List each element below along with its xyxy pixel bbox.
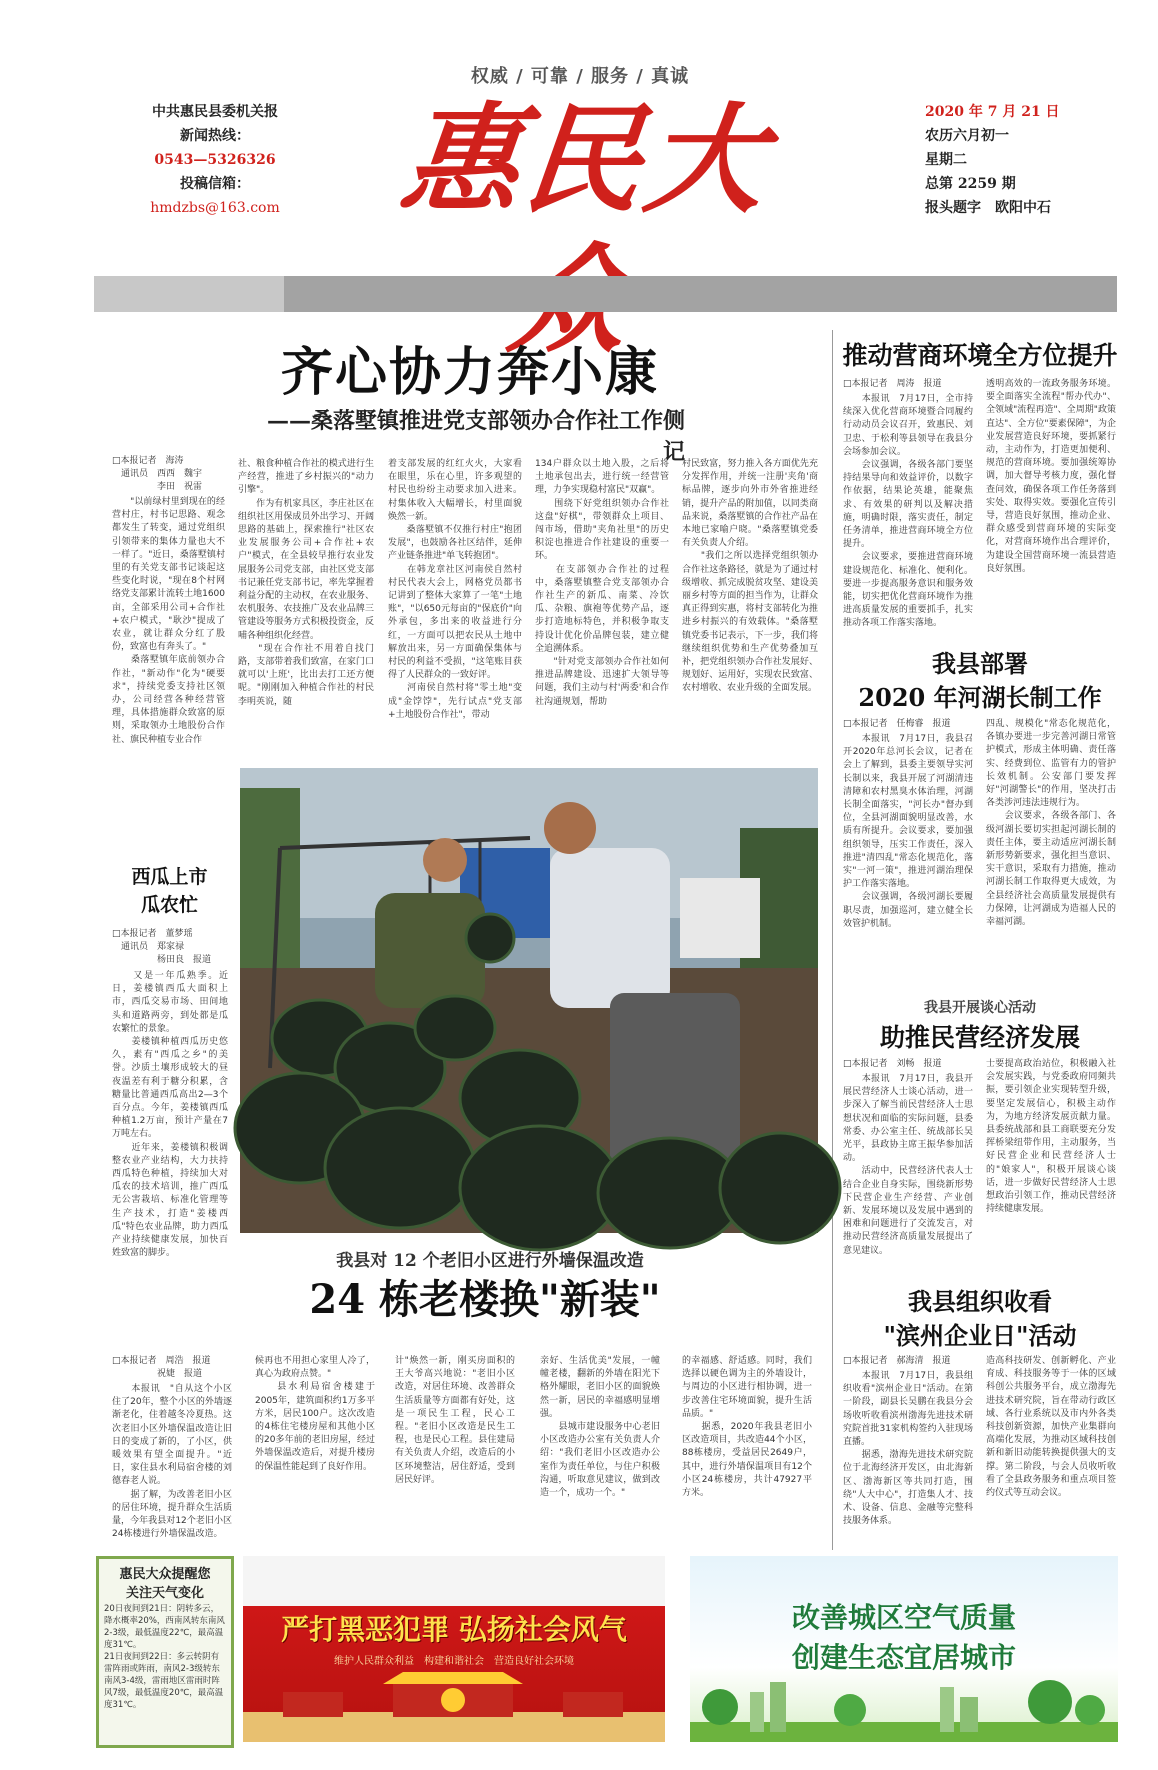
paper-title: 惠民大众 [394,90,776,229]
private-kicker: 我县开展谈心活动 [924,1000,1036,1016]
private-col-1: 本报讯 7月17日，我县开展民营经济人士谈心活动，进一步深入了解当前民营经济人士思想状况和面临的实际问题，县委常委、办公室主任、统战部长吴光平，县政协主席王振华参加活动。 活动中，民营经济代表人士结合企业自身实际，围绕新形势下民营企业生产经营、产业创新、发展环境以及发展中遇到的困难和问题进行了交流发言，对推动民营经济高质量发展提出了意见建议。 [843,1074,973,1256]
watermelon-body: 又是一年瓜熟季。近日，姜楼镇西瓜大面积上市，西瓜交易市场、田间地头和道路两旁，到处都是瓜农繁忙的景象。 姜楼镇种植西瓜历史悠久，素有"西瓜之乡"的美誉。沙质土壤形成较大的昼夜温差有利于糖分积累，含糖量比普通西瓜高出2—3个百分点。今年，姜楼镇西瓜种植1.2万亩，预计产量在7万吨左右。 近年来，姜楼镇积极调整农业产业结构，大力扶持西瓜特色种植，持续加大对瓜农的技术培训，推广西瓜无公害栽培、标准化管理等生产技术，打造"姜楼西瓜"特色农业品牌，助力西瓜产业持续健康发展，加快百姓致富的脚步。 [112,971,228,1259]
business-title: 推动营商环境全方位提升 [842,341,1118,370]
private-title: 助推民营经济发展 [879,1023,1080,1052]
oldbuild-col-2: 候再也不用担心家里人冷了，真心为政府点赞。" 县水利局宿舍楼建于2005年，建筑面积约1万多平方米，居民100户。这次改造的4栋住宅楼房屋和其他小区的20多年前的老旧房屋，经过外墙保温改造后，对提升楼房的保温性能起到了良好作用。 [255,1356,375,1472]
lead-col-1: "以前绿村里到现在的经营村庄，村书记思路、观念都发生了转变，通过党组织引领带来的集体力量也大不一样了。"近日，桑落墅镇村里的有关党支部书记谈起这些变化时说，"现在8个村网络党支部累计流转土地1600亩，全部采用公司+合作社+农户模式，"耿沙"提成了农业，就让群众分红了股份，致富也有奔头了。" 桑落墅镇年底前领办合作社，"新动作"化为"硬要求"，持续党委支持社区领办，公司经营各种经营管理，具体措施群众致富的原则，采取领办土地股份合作社、旗民种植专业合作 [112,497,225,745]
air-ad [690,1556,1118,1742]
oldbuild-kicker: 我县对 12 个老旧小区进行外墙保温改造 [336,1251,644,1271]
private-byline: □本报记者 刘畅 报道 [843,1059,942,1069]
expo-col-2: 造高科技研发、创新孵化、产业育成、科技服务等于一体的区域科创公共服务平台，成立渤海先进技术研究院，旨在带动行政区域、各行业系统以及市内外各类科技创新资源，加快产业集群向高端化发展，为推动区域科技创新和新旧动能转换提供强大的支撑。第二阶段，与会人员收听收看了全县政务服务和重点项目签约仪式等互动会议。 [986,1356,1116,1499]
weather-text: 20日夜间到21日：阴转多云，降水概率20%，西南风转东南风2-3级，最低温度22℃，最高温度31℃。 21日夜间到22日：多云转阴有雷阵雨或阵雨，南风2-3级转东南风3-4级，雷雨地区雷雨时阵风7级，最低温度20℃，最高温度31℃。 [104,1604,225,1710]
masthead-left [130,100,300,220]
river-col-1: 本报讯 7月17日，我县召开2020年总河长会议，记者在会上了解到，县委主要领导实河长制以来，我县开展了河湖清违清障和农村黑臭水体治理，河湖长制全面落实，"河长办"督办到位，全县河湖面貌明显改善，水质有所提升。会议要求，要加强组织领导，压实工作责任，深入推进"清四乱"常态化规范化，落实"一河一策"，推进河湖治理保护工作落实落地。 会议强调，各级河湖长要履职尽责，加强巡河，建立健全长效管护机制。 [843,734,973,929]
expo-byline: □本报记者 郝海清 报道 [843,1356,951,1366]
expo-title-1: 我县组织收看 [908,1287,1052,1316]
oldbuild-byline: □本报记者 周浩 报道 祝婕 报道 [112,1356,211,1379]
watermelon-title-1: 西瓜上市 [131,866,208,888]
weekday: 星期二 [925,152,967,168]
oldbuild-col-3: 计"焕然一新，刚买房面积的王大爷高兴地说："老旧小区改造，对居住环境、改善群众生活质量等方面都有好处，这是一项民生工程，民心工程。"老旧小区改造是民生工程，也是民心工程。县住建局有关负责人介绍，改造后的小区环境整洁，居住舒适，受到居民好评。 [395,1356,515,1485]
business-col-1: 本报讯 7月17日，全市持续深入优化营商环境暨合同履约行动动员会议召开，致惠民、刘卫忠、于松利等县领导在我县分会场参加会议。 会议强调，各级各部门要坚持结果导向和效益评价，以数字作依据，结果论英雄，能聚焦求、有效果的研判以及解决措施，明确时限，落实责任，制定任务清单，推进营商环境全方位提升。 会议要求，要推进营商环境建设规范化、标准化、便利化。要进一步提高服务意识和服务效能，切实把优化营商环境作为推进高质量发展的重要抓手，扎实推动各项工作落实落地。 [843,394,973,629]
lead-col-5: 村民致富，努力推入各方面优先充分发挥作用，并统一注册'夹角'商标品牌，逐步向外市外省推进经销，提升产品的附加值，以同类商品来说，桑落墅镇的合作社产品在本地已家喻户晓。"桑落墅镇党委有关负责人介绍。 "我们之所以选择党组织领办合作社这条路径，就是为了通过村级增收、抓完成脱贫攻坚、建设美丽乡村等方面的担当作为，让群众真正得到实惠，将村支部转化为推进乡村振兴的有效载体。"桑落墅镇党委书记表示，下一步，我们将继续组织优势和生产优势叠加互补，把党组织领办合作社发展好、规划好、运用好，实现农民致富、农村增收、农业升级的全面发展。 [682,459,818,694]
lead-title: 齐心协力奔小康 [280,342,659,403]
crime-ad-title: 严打黑恶犯罪 弘扬社会风气 [281,1613,627,1646]
oldbuild-title: 24 栋老楼换"新装" [309,1276,661,1323]
expo-title-2: "滨州企业日"活动 [883,1321,1077,1350]
oldbuild-col-1: 本报讯 "自从这个小区住了20年，整个小区的外墙逐渐老化，住着越冬冷夏热。这次老旧小区外墙保温改造让旧日的变成了新的，了小区，供暖效果有望全面提升。"近日，家住县水利局宿舍楼的刘德春老人说。 据了解，为改善老旧小区的居住环境，提升群众生活质量，今年我县对12个老旧小区24栋楼进行外墙保温改造。 [112,1384,232,1540]
business-byline: □本报记者 周涛 报道 [843,379,942,389]
email-address: hmdzbs@163.com [150,200,280,216]
air-ad-line-1: 改善城区空气质量 [791,1601,1016,1634]
watermelon-title-2: 瓜农忙 [140,894,198,916]
crime-ad-sub: 维护人民群众利益 构建和谐社会 营造良好社会环境 [334,1656,574,1667]
river-title-1: 我县部署 [932,649,1028,678]
crime-ad-banner [243,1556,665,1606]
crime-ad [243,1556,665,1742]
header-band-accent [94,276,284,312]
calligraphy-credit: 报头题字 欧阳中石 [925,200,1051,216]
weather-title-2: 关注天气变化 [125,1586,204,1601]
river-byline: □本报记者 任梅睿 报道 [843,719,951,729]
expo-col-1: 本报讯 7月17日，我县组织收看"滨州企业日"活动。在第一阶段，副县长吴鹏在我县分会场收听收看滨州渤海先进技术研究院首批31家机构签约入驻现场直播。 据悉，渤海先进技术研究院位于北海经济开发区，由北海新区、渤海新区等共同打造，围绕"人大中心"，打造集人才、技术、设备、信息、金融等完整科技服务体系。 [843,1371,973,1527]
air-ad-line-2: 创建生态宜居城市 [791,1641,1016,1674]
lunar-date: 农历六月初一 [925,128,1009,144]
hotline-number: 0543—5326326 [154,152,276,168]
watermelon-byline: □本报记者 董梦瑶 通讯员 郑家禄 杨田良 报道 [112,929,212,965]
oldbuild-col-4: 亲好、生活优美"发展，一幢幢老楼，翻新的外墙在阳光下格外耀眼，老旧小区的面貌焕然一新，居民的幸福感明显增强。 县城市建设服务中心老旧小区改造办公室有关负责人介绍："我们老旧小区改造办公室作为责任单位，与住户积极沟通，听取意见建议，做到改造一个，成功一个。" [540,1356,660,1499]
issue-date: 2020 年 7 月 21 日 [925,104,1060,120]
vertical-divider [832,330,833,1550]
motto: 权威 / 可靠 / 服务 / 真诚 [470,66,690,87]
lead-byline: □本报记者 海涛 通讯员 西西 魏宇 李田 祝雷 [112,456,203,492]
email-label: 投稿信箱： [180,176,250,192]
masthead-right [925,100,1065,220]
issue-number: 总第 2259 期 [925,176,1016,192]
watermelon-photo [240,768,818,1233]
weather-box [96,1556,234,1748]
river-title-2: 2020 年河湖长制工作 [858,683,1102,712]
lead-subtitle: ——桑落墅镇推进党支部领办合作社工作侧记 [266,408,685,465]
green-city-icon [690,1672,1118,1742]
hotline-label: 新闻热线： [180,128,250,144]
business-col-2: 透明高效的一流政务服务环境。要全面落实全流程"帮办代办"、全领域"流程再造"、全周期"政策直达"、全方位"要素保障"，为企业发展营造良好环境，要抓紧行动，主动作为，打造更加便利、规范的营商环境。要加强统筹协调，加大督导考核力度，强化督查问效，确保各项工作任务落到实处、取得实效。要强化宣传引导，营造良好氛围，推动企业、群众感受到营商环境的实际变化，对营商环境作出合理评价，为建设全国营商环境一流县营造良好氛围。 [986,379,1116,574]
lead-col-4: 134户群众以土地入股，之后将土地承包出去，进行统一经营管理，力争实现稳村富民"双赢"。 围绕下好党组织领办合作社这盘"好棋"，带领群众上项目、闯市场，借助"夹角社里"的历史积淀也推进合作社建设的重要一环。 在支部领办合作社的过程中，桑落墅镇整合党支部领办合作社生产的新瓜、南菜、冷饮瓜、杂粮、旗袍等优势产品，逐步打造地标特色，并积极争取支持设计优化价品牌包装，建立健全追溯体系。 "针对党支部领办合作社如何推进品牌建设、迅速扩大领导等问题，我们主动与村'两委'和合作社沟通规划，帮助 [535,459,669,707]
oldbuild-col-5: 的幸福感、舒适感。同时，我们选择以硬色调为主的外墙设计，与周边的小区进行相协调，进一步改善住宅环境面貌，提升生活品质。" 据悉，2020年我县老旧小区改造项目，共改造44个小区，88栋楼房，受益居民2649户，其中，进行外墙保温项目有12个小区24栋楼房，共计47927平方米。 [682,1356,812,1499]
private-col-2: 士要提高政治站位，积极融入社会发展实践，与党委政府同频共振，要引领企业实现转型升级，要坚定发展信心，积极主动作为，为地方经济发展贡献力量。县委统战部和县工商联要充分发挥桥梁纽带作用，主动服务，当好民营企业和民营经济人士的"娘家人"，积极开展谈心谈话，进一步做好民营经济人士思想政治引领工作，推动民营经济持续健康发展。 [986,1059,1116,1215]
lead-col-2: 社、粮食种植合作社的模式进行生产经营，推进了乡村振兴的"动力引擎"。 作为有机家具区，李庄社区在组织社区用保成员外出学习、开阔思路的基础上，探索推行"社区农业发展服务公司+合作社+农户"模式，在全县较早推行农业发展服务公司党支部，由社区党支部书记兼任党支部书记，率先掌握着利益分配的主动权，在农业服务、农机服务、农技推广及农业品牌三管建设等服务方式积极投资金，反哺各种组织化经营。 "现在合作社不用着自找门路，支部带着我们致富，在家门口就可以'上班'，比出去打工还方便呢。"刚刚加入种植合作社的村民李明英说，随 [238,459,374,707]
weather-title-1: 惠民大众提醒您 [119,1567,211,1582]
org-name: 中共惠民县委机关报 [152,104,278,120]
lead-col-3: 着支部发展的红红火火，大家看在眼里，乐在心里，许多观望的村民也纷纷主动要求加入进来。村集体收入大幅增长，村里面貌焕然一新。 桑落墅镇不仅推行村庄"抱团发展"，也鼓励各社区结伴，延伸产业链条推进"单飞转抱团"。 在韩龙章社区河南侯自然村村民代表大会上，网格党员都书记讲到了整体大家算了一笔"土地账"，"以650元每亩的"保底价"向外承包，多出来的收益进行分红，一方面可以把农民从土地中解放出来，另一方面确保集体与村民的利益不受损，"这笔账目获得了人民群众的一致好评。 河南侯自然村将"零土地"变成"金饽饽"，先行试点"党支部+土地股份合作社"，带动 [388,459,522,720]
river-col-2: 四乱、规模化"常态化规范化，各镇办要进一步完善河湖日常管护模式，形成主体明确、责任落实、经费到位、监管有力的管护长效机制。公安部门要发挥好"河湖警长"的作用，坚决打击各类涉河违法违规行为。 会议要求，各级各部门、各级河湖长要切实担起河湖长制的责任主体，要主动适应河湖长制新形势新要求，强化担当意识、实干意识，采取有力措施，推动河湖长制工作取得更大成效，为全县经济社会高质量发展提供有力保障，让河湖成为造福人民的幸福河湖。 [986,719,1116,928]
tiananmen-icon [243,1672,665,1742]
